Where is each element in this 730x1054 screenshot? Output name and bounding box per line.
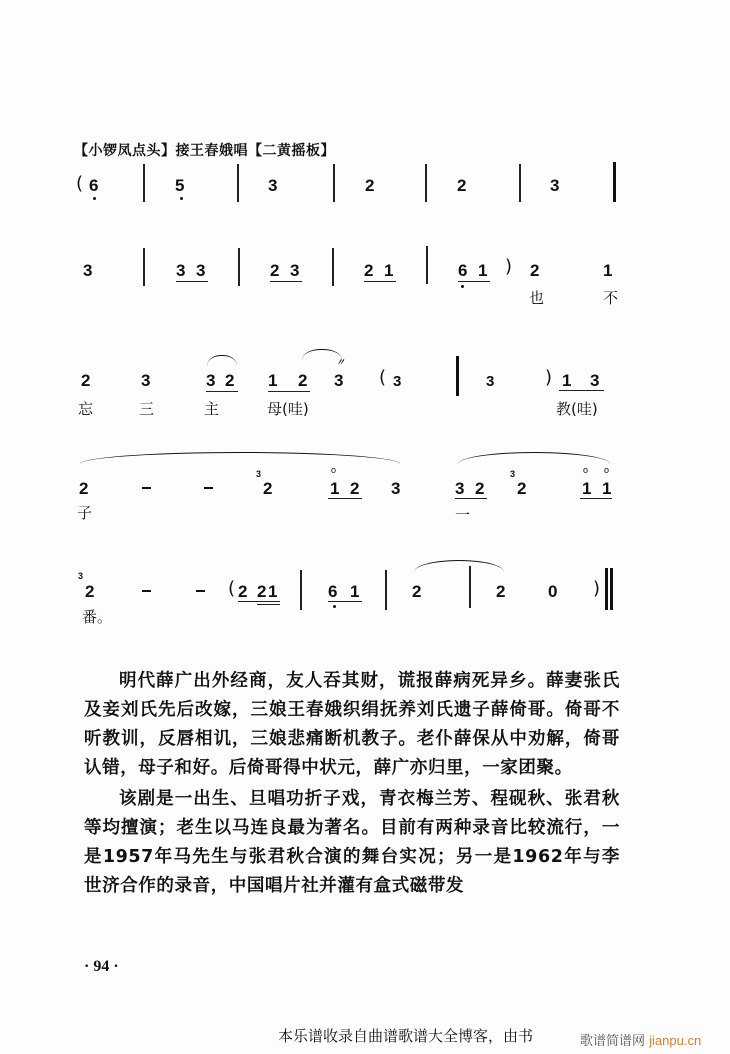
note: 1 [602,479,612,498]
barline [426,246,428,284]
underline-beam [268,391,310,392]
ornament-mark: 〃 [336,357,346,367]
note: 2 [257,582,267,601]
grace-note: 3 [78,571,84,581]
low-octave-dot [93,197,96,200]
lyric: 不 [603,289,619,307]
lyric: 也 [529,289,545,307]
note: 2 [350,479,360,498]
underline-beam [364,281,396,282]
watermark [580,1030,701,1049]
note: 1 [582,479,592,498]
underline-beam [238,601,280,602]
extension-dash [142,590,151,592]
open-paren: ( [379,367,387,388]
note: 3 [455,479,465,498]
note: 2 [496,582,506,601]
paragraph: 明代薛广出外经商，友人吞其财，谎报薛病死异乡。薛妻张氏及妾刘氏先后改嫁，三娘王春娥织绢抚养刘氏遗子薛倚哥。倚哥不听教训，反唇相讥，三娘悲痛断机教子。老仆薛保从中劝解，倚哥认错，母子和好。后倚哥得中状元，薛广亦归里，一家团聚。 [84,671,620,778]
slur [414,560,504,573]
note: 3 [290,261,300,280]
note: 2 [225,371,235,390]
lyric: 忘 [78,400,94,418]
extension-dash [196,590,205,592]
note: 3 [334,371,344,390]
barline [238,248,240,286]
note: 1 [350,582,360,601]
note: 2 [475,479,485,498]
note: 2 [530,261,540,280]
lyric: 三 [139,400,155,418]
page-number: · 94 · [84,958,119,975]
barline [613,162,616,202]
barline [237,164,239,202]
underline-beam [328,601,362,602]
note: 3 [83,261,93,280]
lyric: 子 [77,504,93,522]
note: 3 [196,261,206,280]
lyric: 母(哇) [267,400,309,418]
synopsis-text [84,667,620,901]
note: 2 [517,479,527,498]
barline [519,164,521,202]
harmonic-mark: o [604,465,610,475]
open-paren: ( [76,173,84,194]
underline-beam [455,498,487,499]
note: 2 [79,479,89,498]
note: 6 [328,582,338,601]
underline-beam [580,498,612,499]
lyric: 教(哇) [556,400,598,418]
watermark-brand: jianpu.cn [649,1033,702,1048]
footer-note: 本乐谱收录自曲谱歌谱大全博客，由书 [278,1027,534,1045]
barline [143,164,145,202]
note: 6 [89,176,99,195]
lyric: 主 [204,400,220,418]
note: 3 [176,261,186,280]
grace-note: 3 [256,469,262,479]
lyric: 番。 [82,608,113,626]
underline-beam [257,604,280,605]
note: 3 [590,371,600,390]
final-barline [610,568,613,610]
note: 2 [85,582,95,601]
note: 2 [263,479,273,498]
barline [143,248,145,286]
note: 2 [457,176,467,195]
barline [385,570,387,610]
low-octave-dot [180,197,183,200]
note: 2 [412,582,422,601]
note: 3 [550,176,560,195]
note: 2 [365,176,375,195]
underline-beam [176,281,208,282]
note: 2 [298,371,308,390]
final-barline [605,568,608,610]
note: 1 [603,261,613,280]
low-octave-dot [333,605,336,608]
note: 3 [268,176,278,195]
note: 3 [206,371,216,390]
watermark-text: 歌谱简谱网 [580,1034,646,1049]
note: 5 [175,176,185,195]
underline-beam [328,498,362,499]
note: 1 [562,371,572,390]
note: 2 [81,371,91,390]
underline-beam [458,281,490,282]
extension-dash [142,487,151,489]
close-paren: ) [505,256,513,277]
note: 1 [478,261,488,280]
note: 2 [238,582,248,601]
score-header: 【小锣凤点头】接王春娥唱【二黄摇板】 [74,143,335,159]
open-paren: ( [228,578,236,599]
note: 3 [393,373,402,390]
underline-beam [559,390,604,391]
low-octave-dot [461,285,464,288]
note: 0 [548,582,558,601]
underline-beam [206,391,238,392]
close-paren: ) [593,578,601,599]
note: 3 [486,373,495,390]
barline [425,164,427,202]
note: 1 [330,479,340,498]
note: 2 [270,261,280,280]
close-paren: ) [545,367,553,388]
note: 1 [268,582,278,601]
barline [469,566,471,608]
note: 6 [458,261,468,280]
harmonic-mark: o [583,465,589,475]
underline-beam [270,281,302,282]
note: 2 [364,261,374,280]
grace-note: 3 [510,469,516,479]
extension-dash [204,487,213,489]
slur [207,355,237,366]
barline [456,356,459,396]
note: 1 [268,371,278,390]
harmonic-mark: o [331,465,337,475]
barline [333,164,335,202]
note: 3 [391,479,401,498]
barline [332,248,334,286]
note: 3 [141,371,151,390]
note: 1 [384,261,394,280]
lyric: 一 [455,506,471,524]
slur [80,452,400,467]
paragraph: 该剧是一出生、旦唱功折子戏，青衣梅兰芳、程砚秋、张君秋等均擅演；老生以马连良最为著名。目前有两种录音比较流行，一是1957年马先生与张君秋合演的舞台实况；另一是1962年与李世济合作的录音，中国唱片社并灌有盒式磁带发 [84,789,620,896]
barline [300,570,302,610]
